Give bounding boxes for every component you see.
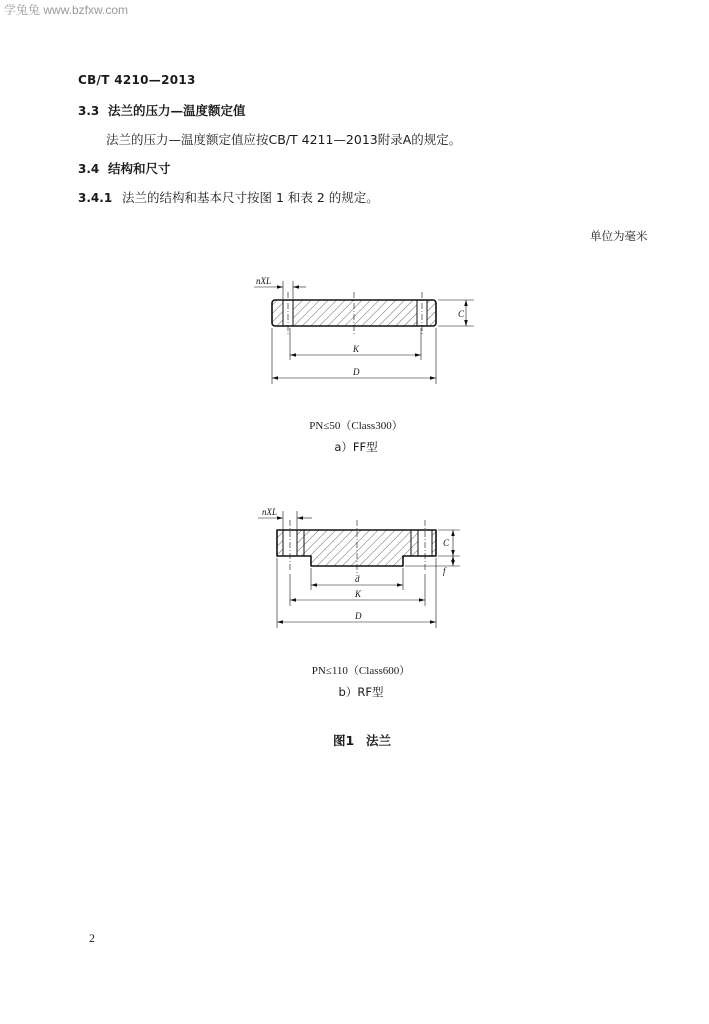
section-3-3-title: 法兰的压力—温度额定值 — [108, 103, 246, 118]
figure-number: 图1 — [333, 733, 355, 748]
rf-pressure-rating: PN≤110（Class600） — [311, 665, 411, 677]
document-code: CB/T 4210—2013 — [78, 73, 196, 87]
rf-bolt-circle-label: K — [355, 589, 362, 599]
rf-thickness-label: C — [443, 538, 450, 548]
rf-bolt-holes-label: nXL — [262, 507, 278, 517]
ff-type-caption: a）FF型 — [334, 440, 378, 454]
ff-outer-diameter-label: D — [353, 367, 360, 377]
rf-outer-diameter-label: D — [355, 611, 362, 621]
section-3-4-number: 3.4 — [78, 162, 100, 176]
section-3-4-title: 结构和尺寸 — [108, 161, 171, 176]
ff-bolt-holes-label: nXL — [256, 276, 272, 286]
section-3-3-number: 3.3 — [78, 104, 100, 118]
ff-pressure-rating: PN≤50（Class300） — [309, 420, 403, 432]
rf-raised-face-label: d — [355, 574, 360, 584]
figure-title: 法兰 — [366, 733, 392, 748]
ff-bolt-circle-label: K — [353, 344, 360, 354]
section-3-3-body: 法兰的压力—温度额定值应按CB/T 4211—2013附录A的规定。 — [106, 132, 462, 147]
flange-rf-body — [277, 530, 436, 566]
watermark: 学兔兔 www.bzfxw.com — [4, 3, 129, 17]
rf-face-height-label: f — [443, 566, 446, 576]
section-3-4-1-text: 法兰的结构和基本尺寸按图 1 和表 2 的规定。 — [122, 190, 379, 205]
section-3-4-1-number: 3.4.1 — [78, 191, 113, 205]
unit-note: 单位为毫米 — [590, 229, 648, 243]
page-number: 2 — [89, 931, 95, 945]
flange-ff-drawing — [254, 281, 474, 384]
ff-thickness-label: C — [458, 309, 465, 319]
rf-type-caption: b）RF型 — [338, 685, 384, 699]
